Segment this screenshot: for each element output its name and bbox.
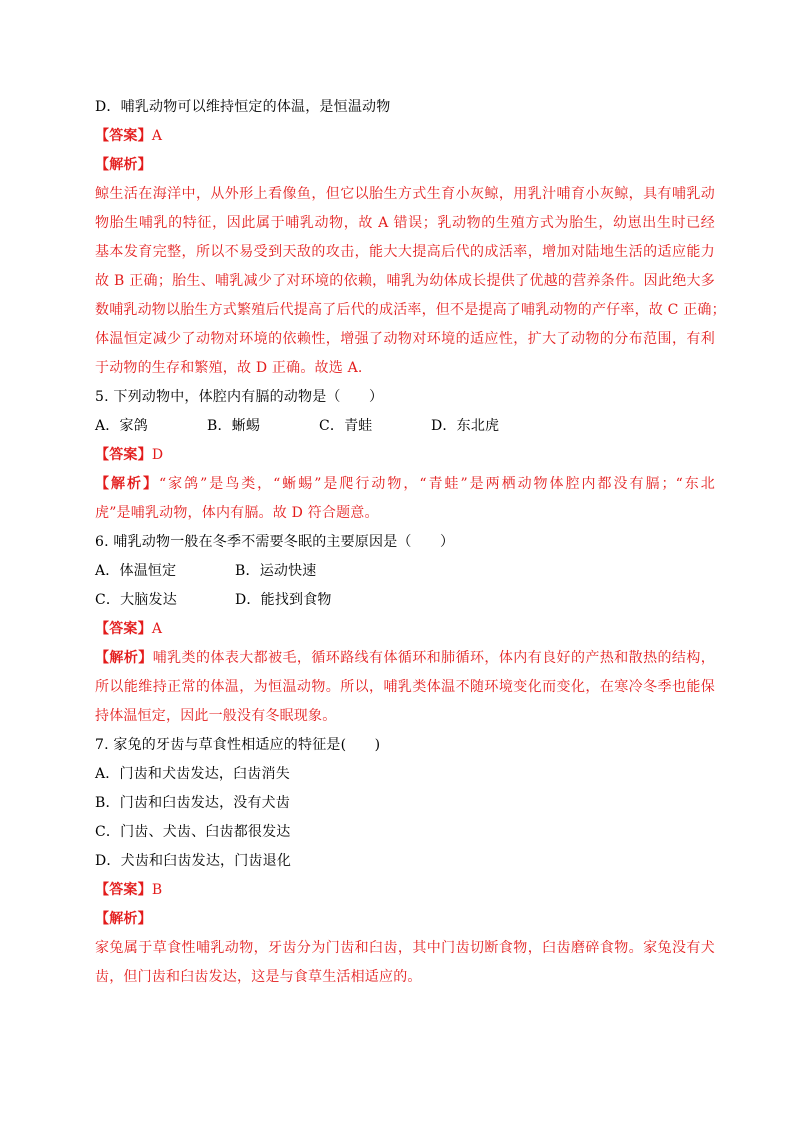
q4-analysis-line: 基本发育完整，所以不易受到天敌的攻击，能大大提高后代的成活率，增加对陆地生活的适应能力 <box>95 244 715 260</box>
q6-options-row2 <box>95 585 332 615</box>
q5-analysis-line: 虎”是哺乳动物，体内有膈。故 D 符合题意。 <box>95 505 379 521</box>
q5-option-b: B．蜥蜴 <box>207 418 261 434</box>
q4-analysis-line: 于动物的生存和繁殖，故 D 正确。故选 A. <box>95 360 363 376</box>
q7-option-d: D．犬齿和臼齿发达，门齿退化 <box>95 853 292 869</box>
q4-option-d: D．哺乳动物可以维持恒定的体温，是恒温动物 <box>95 99 391 115</box>
q7-option-c: C．门齿、犬齿、臼齿都很发达 <box>95 824 291 840</box>
q4-analysis-line: 鲸生活在海洋中，从外形上看像鱼，但它以胎生方式生育小灰鲸，用乳汁哺育小灰鲸，具有哺乳动 <box>95 186 715 202</box>
q5-answer <box>95 440 163 470</box>
q4-analysis-line: 物胎生哺乳的特征，因此属于哺乳动物，故 A 错误；乳动物的生殖方式为胎生，幼崽出生时已经 <box>95 215 715 231</box>
answer-tag: 【答案】 <box>95 128 152 144</box>
q6-analysis-line: 所以能维持正常的体温，为恒温动物。所以，哺乳类体温不随环境变化而变化，在寒冷冬季也能保 <box>95 679 715 695</box>
q5-options <box>95 411 499 441</box>
q6-option-a: A．体温恒定 <box>95 563 177 579</box>
q7-option-a: A．门齿和犬齿发达，臼齿消失 <box>95 766 290 782</box>
q5-option-d: D．东北虎 <box>431 418 500 434</box>
analysis-tag: 【解析】 <box>95 157 152 173</box>
q4-answer <box>95 121 162 151</box>
q7-analysis-line: 齿，但门齿和臼齿发达，这是与食草生活相适应的。 <box>95 969 422 985</box>
q5-analysis <box>95 469 715 499</box>
answer-tag: 【答案】 <box>95 882 152 898</box>
q7-option-b: B．门齿和臼齿发达，没有犬齿 <box>95 795 291 811</box>
q6-analysis-line: 持体温恒定，因此一般没有冬眠现象。 <box>95 708 337 724</box>
q6-answer <box>95 614 162 644</box>
analysis-tag: 【解析】 <box>95 650 153 666</box>
q7-analysis-line: 家兔属于草食性哺乳动物，牙齿分为门齿和臼齿，其中门齿切断食物，臼齿磨碎食物。家兔没有犬 <box>95 940 715 956</box>
answer-value: D <box>151 447 164 463</box>
q6-option-b: B．运动快速 <box>235 563 317 579</box>
q4-analysis-line: 数哺乳动物以胎生方式繁殖后代提高了后代的成活率，但不是提高了哺乳动物的产仔率，故 C 正确； <box>95 302 726 318</box>
analysis-tag: 【解析】 <box>95 911 152 927</box>
q6-options-row1 <box>95 556 317 586</box>
q6-stem: 6. 哺乳动物一般在冬季不需要冬眠的主要原因是（ ） <box>95 534 455 550</box>
q4-analysis-line: 体温恒定减少了动物对环境的依赖性，增强了动物对环境的适应性，扩大了动物的分布范围，有利 <box>95 331 715 347</box>
q4-analysis-line: 故 B 正确；胎生、哺乳减少了对环境的依赖，哺乳为幼体成长提供了优越的营养条件。因此绝大多 <box>95 273 715 289</box>
answer-value: B <box>151 882 163 898</box>
q5-analysis-line: “家鸽”是鸟类，“蜥蜴”是爬行动物，“青蛙”是两栖动物体腔内都没有膈；“东北 <box>158 476 715 492</box>
analysis-tag: 【解析】 <box>95 476 159 492</box>
answer-value: A <box>151 128 163 144</box>
answer-tag: 【答案】 <box>95 621 152 637</box>
q6-option-d: D．能找到食物 <box>235 592 332 608</box>
q5-option-a: A．家鸽 <box>95 418 148 434</box>
q7-stem: 7. 家兔的牙齿与草食性相适应的特征是( ) <box>95 737 381 753</box>
q5-stem: 5. 下列动物中，体腔内有膈的动物是（ ） <box>95 389 384 405</box>
q4-analysis-tag <box>95 150 152 180</box>
q6-analysis <box>95 643 715 673</box>
answer-value: A <box>151 621 163 637</box>
answer-tag: 【答案】 <box>95 447 152 463</box>
q5-option-c: C．青蛙 <box>319 418 373 434</box>
q6-analysis-line: 哺乳类的体表大都被毛，循环路线有体循环和肺循环，体内有良好的产热和散热的结构， <box>152 650 715 666</box>
q6-option-c: C．大脑发达 <box>95 592 177 608</box>
q7-analysis-tag <box>95 904 152 934</box>
q7-answer <box>95 875 162 905</box>
